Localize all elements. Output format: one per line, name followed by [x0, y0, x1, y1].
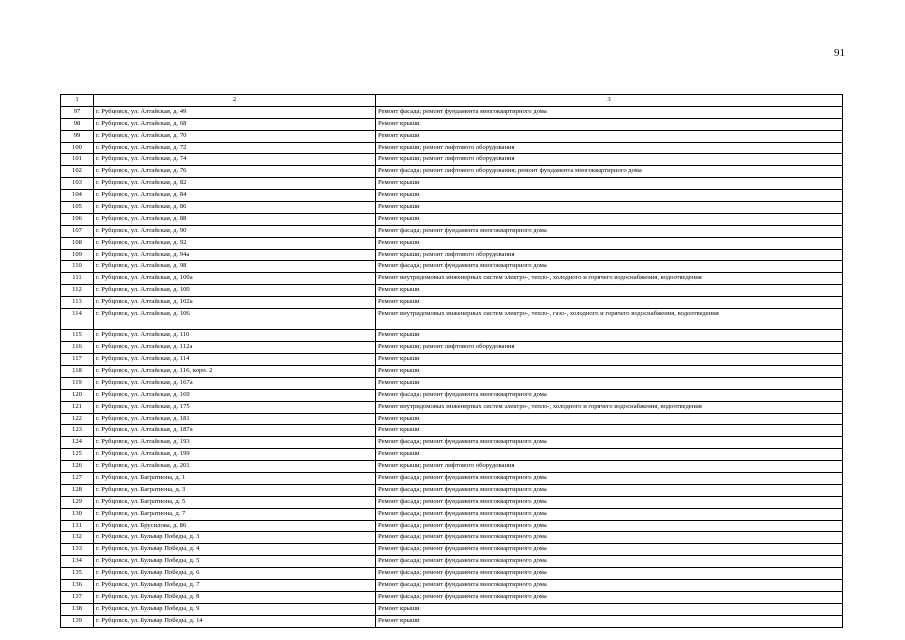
row-address: г. Рубцовск, ул. Алтайская, д. 199	[94, 449, 376, 461]
row-work: Ремонт крыши	[376, 615, 843, 627]
row-work: Ремонт крыши	[376, 178, 843, 190]
row-address: г. Рубцовск, ул. Багратиона, д. 7	[94, 508, 376, 520]
table-row	[61, 154, 843, 166]
row-work: Ремонт крыши	[376, 603, 843, 615]
table-row	[61, 401, 843, 413]
row-work: Ремонт фасада; ремонт фундамента многоквартирного дома	[376, 437, 843, 449]
row-address: г. Рубцовск, ул. Алтайская, д. 106	[94, 309, 376, 330]
row-number: 136	[61, 580, 94, 592]
row-number: 110	[61, 261, 94, 273]
row-number: 117	[61, 354, 94, 366]
row-address: г. Рубцовск, ул. Алтайская, д. 167а	[94, 377, 376, 389]
row-address: г. Рубцовск, ул. Алтайская, д. 98	[94, 261, 376, 273]
table-row	[61, 603, 843, 615]
table-row	[61, 532, 843, 544]
row-work: Ремонт крыши	[376, 354, 843, 366]
row-address: г. Рубцовск, ул. Алтайская, д. 72	[94, 142, 376, 154]
row-work: Ремонт крыши	[376, 118, 843, 130]
table-row	[61, 544, 843, 556]
row-number: 118	[61, 366, 94, 378]
table-row	[61, 225, 843, 237]
row-address: г. Рубцовск, ул. Алтайская, д. 100а	[94, 273, 376, 285]
header-col-1: 1	[61, 95, 94, 107]
row-number: 105	[61, 202, 94, 214]
table-row	[61, 106, 843, 118]
table-row	[61, 178, 843, 190]
row-work: Ремонт крыши	[376, 413, 843, 425]
row-work: Ремонт фасада; ремонт фундамента многоквартирного дома	[376, 568, 843, 580]
table-row	[61, 166, 843, 178]
row-work: Ремонт фасада; ремонт фундамента многоквартирного дома	[376, 473, 843, 485]
table-row	[61, 297, 843, 309]
table-row	[61, 342, 843, 354]
table-row	[61, 202, 843, 214]
row-number: 99	[61, 130, 94, 142]
row-address: г. Рубцовск, ул. Алтайская, д. 92	[94, 237, 376, 249]
row-work: Ремонт крыши	[376, 202, 843, 214]
row-address: г. Рубцовск, ул. Бульвар Победы, д. 8	[94, 591, 376, 603]
row-number: 139	[61, 615, 94, 627]
row-address: г. Рубцовск, ул. Алтайская, д. 88	[94, 213, 376, 225]
row-number: 129	[61, 496, 94, 508]
row-number: 125	[61, 449, 94, 461]
row-number: 124	[61, 437, 94, 449]
table-row	[61, 273, 843, 285]
row-number: 113	[61, 297, 94, 309]
row-work: Ремонт внутридомовых инженерных систем электро-, тепло-, газо-, холодного и горячего водоснабжения, водоотведения	[376, 309, 843, 330]
row-address: г. Рубцовск, ул. Алтайская, д. 84	[94, 190, 376, 202]
row-number: 134	[61, 556, 94, 568]
row-work: Ремонт фасада; ремонт фундамента многоквартирного дома	[376, 389, 843, 401]
row-address: г. Рубцовск, ул. Алтайская, д. 193	[94, 437, 376, 449]
row-address: г. Рубцовск, ул. Багратиона, д. 1	[94, 473, 376, 485]
row-number: 123	[61, 425, 94, 437]
row-number: 112	[61, 285, 94, 297]
header-col-3: 3	[376, 95, 843, 107]
row-address: г. Рубцовск, ул. Алтайская, д. 68	[94, 118, 376, 130]
row-address: г. Рубцовск, ул. Алтайская, д. 181	[94, 413, 376, 425]
row-number: 135	[61, 568, 94, 580]
row-work: Ремонт крыши	[376, 330, 843, 342]
row-address: г. Рубцовск, ул. Бульвар Победы, д. 5	[94, 556, 376, 568]
table-row	[61, 556, 843, 568]
table-row	[61, 389, 843, 401]
table-row	[61, 508, 843, 520]
row-work: Ремонт крыши; ремонт лифтового оборудования	[376, 154, 843, 166]
row-work: Ремонт фасада; ремонт фундамента многоквартирного дома	[376, 261, 843, 273]
row-work: Ремонт крыши	[376, 449, 843, 461]
row-number: 106	[61, 213, 94, 225]
table-row	[61, 213, 843, 225]
table-row	[61, 425, 843, 437]
table-row	[61, 461, 843, 473]
table-row	[61, 473, 843, 485]
row-work: Ремонт внутридомовых инженерных систем электро-, тепло-, холодного и горячего водоснабжения, водоотведения	[376, 401, 843, 413]
row-number: 138	[61, 603, 94, 615]
row-work: Ремонт крыши	[376, 297, 843, 309]
row-number: 109	[61, 249, 94, 261]
row-address: г. Рубцовск, ул. Алтайская, д. 82	[94, 178, 376, 190]
row-address: г. Рубцовск, ул. Алтайская, д. 94а	[94, 249, 376, 261]
row-work: Ремонт крыши	[376, 366, 843, 378]
row-work: Ремонт крыши; ремонт лифтового оборудования	[376, 249, 843, 261]
row-address: г. Рубцовск, ул. Багратиона, д. 3	[94, 484, 376, 496]
row-number: 119	[61, 377, 94, 389]
row-work: Ремонт крыши	[376, 425, 843, 437]
row-work: Ремонт фасада; ремонт фундамента многоквартирного дома	[376, 225, 843, 237]
table-row	[61, 237, 843, 249]
row-address: г. Рубцовск, ул. Алтайская, д. 187а	[94, 425, 376, 437]
row-number: 120	[61, 389, 94, 401]
table-row	[61, 520, 843, 532]
row-address: г. Рубцовск, ул. Алтайская, д. 175	[94, 401, 376, 413]
row-number: 114	[61, 309, 94, 330]
row-number: 108	[61, 237, 94, 249]
works-table	[60, 94, 843, 628]
row-work: Ремонт крыши	[376, 237, 843, 249]
row-address: г. Рубцовск, ул. Алтайская, д. 201	[94, 461, 376, 473]
row-address: г. Рубцовск, ул. Алтайская, д. 114	[94, 354, 376, 366]
row-work: Ремонт фасада; ремонт фундамента многоквартирного дома	[376, 484, 843, 496]
table-row	[61, 413, 843, 425]
row-number: 102	[61, 166, 94, 178]
table-row	[61, 377, 843, 389]
row-work: Ремонт крыши	[376, 190, 843, 202]
row-work: Ремонт фасада; ремонт фундамента многоквартирного дома	[376, 544, 843, 556]
row-work: Ремонт внутридомовых инженерных систем электро-, тепло-, холодного и горячего водоснабжения, водоотведения	[376, 273, 843, 285]
row-number: 100	[61, 142, 94, 154]
row-number: 122	[61, 413, 94, 425]
row-address: г. Рубцовск, ул. Алтайская, д. 90	[94, 225, 376, 237]
row-work: Ремонт крыши	[376, 285, 843, 297]
row-number: 128	[61, 484, 94, 496]
row-address: г. Рубцовск, ул. Багратиона, д. 5	[94, 496, 376, 508]
table-row	[61, 568, 843, 580]
row-number: 116	[61, 342, 94, 354]
row-work: Ремонт фасада; ремонт фундамента многоквартирного дома	[376, 520, 843, 532]
row-number: 98	[61, 118, 94, 130]
table-row	[61, 615, 843, 627]
row-address: г. Рубцовск, ул. Алтайская, д. 102а	[94, 297, 376, 309]
row-address: г. Рубцовск, ул. Бульвар Победы, д. 4	[94, 544, 376, 556]
row-work: Ремонт фасада; ремонт фундамента многоквартирного дома	[376, 496, 843, 508]
row-address: г. Рубцовск, ул. Алтайская, д. 116, корп. 2	[94, 366, 376, 378]
table-row	[61, 330, 843, 342]
row-work: Ремонт фасада; ремонт фундамента многоквартирного дома	[376, 591, 843, 603]
row-number: 137	[61, 591, 94, 603]
table-row	[61, 261, 843, 273]
row-work: Ремонт крыши	[376, 130, 843, 142]
row-address: г. Рубцовск, ул. Алтайская, д. 169	[94, 389, 376, 401]
table-row	[61, 437, 843, 449]
row-number: 104	[61, 190, 94, 202]
row-number: 131	[61, 520, 94, 532]
table-body	[61, 106, 843, 627]
row-address: г. Рубцовск, ул. Бульвар Победы, д. 3	[94, 532, 376, 544]
row-address: г. Рубцовск, ул. Алтайская, д. 70	[94, 130, 376, 142]
row-work: Ремонт крыши; ремонт лифтового оборудования	[376, 461, 843, 473]
row-work: Ремонт крыши	[376, 213, 843, 225]
row-address: г. Рубцовск, ул. Бульвар Победы, д. 6	[94, 568, 376, 580]
row-address: г. Рубцовск, ул. Бульвар Победы, д. 9	[94, 603, 376, 615]
row-number: 97	[61, 106, 94, 118]
row-work: Ремонт фасада; ремонт фундамента многоквартирного дома	[376, 580, 843, 592]
page-number: 91	[834, 47, 845, 59]
table-row	[61, 354, 843, 366]
table-row	[61, 366, 843, 378]
table-row	[61, 285, 843, 297]
row-address: г. Рубцовск, ул. Алтайская, д. 112а	[94, 342, 376, 354]
table-row	[61, 249, 843, 261]
row-address: г. Рубцовск, ул. Бульвар Победы, д. 7	[94, 580, 376, 592]
table-row	[61, 591, 843, 603]
table-row	[61, 130, 843, 142]
row-number: 127	[61, 473, 94, 485]
row-number: 115	[61, 330, 94, 342]
row-address: г. Рубцовск, ул. Алтайская, д. 49	[94, 106, 376, 118]
row-work: Ремонт крыши	[376, 377, 843, 389]
row-number: 111	[61, 273, 94, 285]
row-address: г. Рубцовск, ул. Алтайская, д. 76	[94, 166, 376, 178]
table-row	[61, 190, 843, 202]
row-address: г. Рубцовск, ул. Алтайская, д. 100	[94, 285, 376, 297]
table-row	[61, 580, 843, 592]
table-row	[61, 496, 843, 508]
row-work: Ремонт фасада; ремонт фундамента многоквартирного дома	[376, 532, 843, 544]
row-address: г. Рубцовск, ул. Алтайская, д. 74	[94, 154, 376, 166]
row-address: г. Рубцовск, ул. Алтайская, д. 110	[94, 330, 376, 342]
table-header-row	[61, 95, 843, 107]
row-number: 126	[61, 461, 94, 473]
row-number: 133	[61, 544, 94, 556]
row-number: 121	[61, 401, 94, 413]
table-row	[61, 142, 843, 154]
row-work: Ремонт фасада; ремонт лифтового оборудования; ремонт фундамента многоквартирного дома	[376, 166, 843, 178]
row-number: 107	[61, 225, 94, 237]
row-number: 130	[61, 508, 94, 520]
table-row	[61, 309, 843, 330]
row-work: Ремонт фасада; ремонт фундамента многоквартирного дома	[376, 508, 843, 520]
header-col-2: 2	[94, 95, 376, 107]
row-work: Ремонт крыши; ремонт лифтового оборудования	[376, 142, 843, 154]
table-row	[61, 118, 843, 130]
row-number: 132	[61, 532, 94, 544]
row-number: 103	[61, 178, 94, 190]
table-row	[61, 484, 843, 496]
row-address: г. Рубцовск, ул. Бульвар Победы, д. 14	[94, 615, 376, 627]
row-work: Ремонт крыши; ремонт лифтового оборудования	[376, 342, 843, 354]
row-work: Ремонт фасада; ремонт фундамента многоквартирного дома	[376, 106, 843, 118]
row-address: г. Рубцовск, ул. Брусилова, д. 86	[94, 520, 376, 532]
row-work: Ремонт фасада; ремонт фундамента многоквартирного дома	[376, 556, 843, 568]
row-number: 101	[61, 154, 94, 166]
table-row	[61, 449, 843, 461]
row-address: г. Рубцовск, ул. Алтайская, д. 86	[94, 202, 376, 214]
